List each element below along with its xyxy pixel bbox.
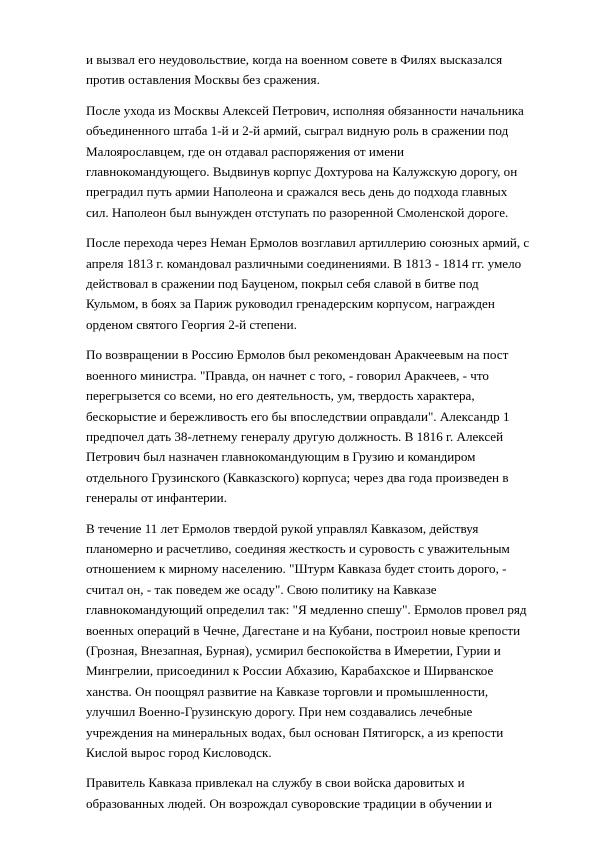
text-line: ханства. Он поощрял развитие на Кавказе торговли и промышленности, (86, 683, 489, 699)
paragraph-maloyaroslavets (86, 101, 522, 223)
text-line: перегрызется со всеми, но его деятельность, ум, твердость характера, (86, 388, 475, 404)
paragraph-return-to-russia (86, 345, 522, 508)
text-line: объединенного штаба 1-й и 2-й армий, сыграл видную роль в сражении под (86, 123, 509, 139)
paragraph-foreign-campaign (86, 233, 530, 335)
text-line: генералы от инфантерии. (86, 490, 227, 506)
text-line: и вызвал его неудовольствие, когда на военном совете в Филях высказался (86, 52, 503, 67)
text-line: планомерно и расчетливо, соединяя жесткость и суровость с уважительным (86, 540, 510, 556)
text-line: (Грозная, Внезапная, Бурная), усмирил беспокойства в Имеретии, Гурии и (86, 642, 501, 658)
text-line: Мингрелии, присоединил к России Абхазию, Карабахское и Ширванское (86, 663, 494, 679)
text-line: преградил путь армии Наполеона и сражался весь день до подхода главных (86, 184, 508, 200)
paragraph-fili-council (86, 50, 522, 91)
text-line: военных операций в Чечне, Дагестане и на Кубани, построил новые крепости (86, 622, 521, 638)
text-line: главнокомандующий определил так: "Я медленно спешу". Ермолов провел ряд (86, 602, 527, 618)
text-line: улучшил Военно-Грузинскую дорогу. При нем создавались лечебные (86, 704, 473, 720)
text-line: действовал в сражении под Бауценом, покрыл себя славой в битве под (86, 276, 479, 292)
text-line: Малоярославцем, где он отдавал распоряжения от имени (86, 143, 405, 159)
document-body (86, 50, 530, 824)
text-line: отдельного Грузинского (Кавказского) корпуса; через два года произведен в (86, 469, 509, 485)
text-line: апреля 1813 г. командовал различными соединениями. В 1813 - 1814 гг. умело (86, 255, 522, 271)
text-line: отношением к мирному населению. "Штурм Кавказа будет стоить дорого, - (86, 561, 507, 577)
text-line: После перехода через Неман Ермолов возглавил артиллерию союзных армий, с (86, 235, 530, 251)
text-line: главнокомандующего. Выдвинув корпус Дохтурова на Калужскую дорогу, он (86, 164, 518, 180)
text-line: Кульмом, в боях за Париж руководил гренадерским корпусом, награжден (86, 296, 495, 312)
text-line: военного министра. "Правда, он начнет с того, - говорил Аракчеев, - что (86, 367, 489, 383)
paragraph-caucasus-rule (86, 519, 527, 764)
text-line: В течение 11 лет Ермолов твердой рукой управлял Кавказом, действуя (86, 520, 479, 536)
text-line: считал он, - так поведем же осаду". Свою политику на Кавказе (86, 581, 437, 597)
paragraph-caucasus-governor (86, 773, 522, 814)
text-line: Правитель Кавказа привлекал на службу в свои войска даровитых и (86, 775, 465, 791)
text-line: орденом святого Георгия 2-й степени. (86, 316, 297, 332)
text-line: Кислой вырос город Кисловодск. (86, 745, 272, 760)
text-line: образованных людей. Он возрождал суворовские традиции в обучении и (86, 795, 493, 811)
text-line: бескорыстие и бережливость его бы впоследствии оправдали". Александр 1 (86, 408, 510, 424)
text-line: учреждения на минеральных водах, был основан Пятигорск, а из крепости (86, 724, 504, 740)
text-line: После ухода из Москвы Алексей Петрович, исполняя обязанности начальника (86, 102, 524, 118)
text-line: предпочел дать 38-летнему генералу другую должность. В 1816 г. Алексей (86, 428, 504, 444)
text-line: По возвращении в Россию Ермолов был рекомендован Аракчеевым на пост (86, 347, 509, 363)
text-line: против оставления Москвы без сражения. (86, 72, 320, 88)
text-line: сил. Наполеон был вынужден отступать по разоренной Смоленской дороге. (86, 204, 509, 220)
text-line: Петрович был назначен главнокомандующим в Грузию и командиром (86, 449, 476, 465)
